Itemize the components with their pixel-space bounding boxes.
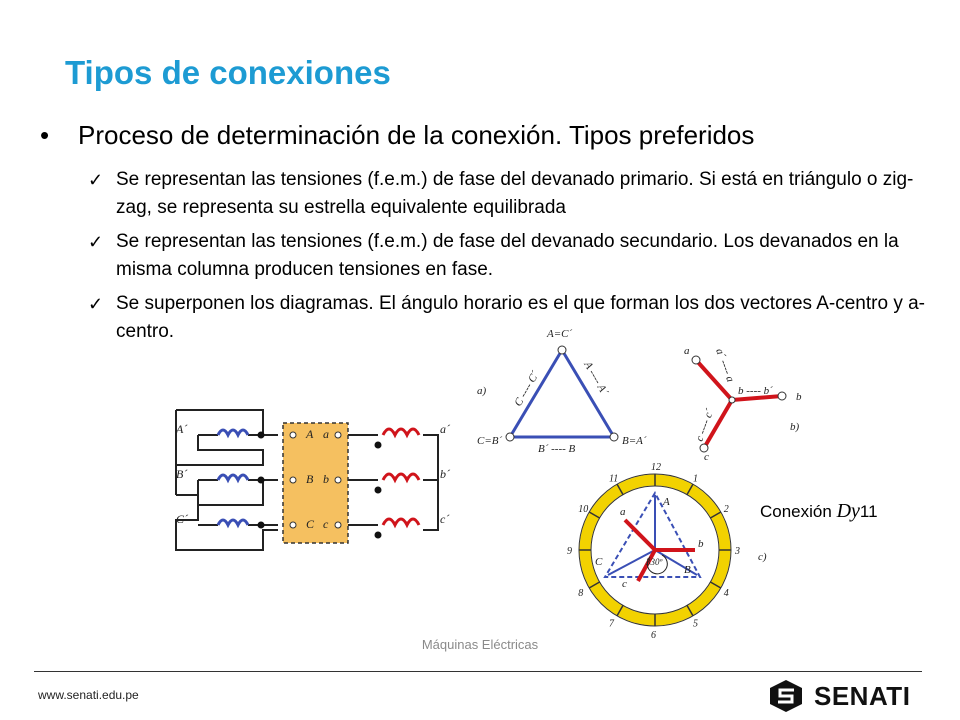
check-item: ✓ Se representan las tensiones (f.e.m.) de fase del devanado primario. Si está en triángulo o zig-zag, se representa su estrella equivalente equilibrada: [88, 166, 928, 222]
svg-text:a): a): [477, 385, 487, 397]
svg-text:A ---- A´: A ---- A´: [581, 359, 611, 398]
svg-text:c: c: [622, 578, 627, 590]
clock-number: 11: [609, 473, 619, 485]
svg-text:A: A: [663, 496, 670, 508]
label-Bp: B´: [176, 467, 188, 481]
winding-schematic: [168, 405, 458, 565]
clock-number: 4: [723, 588, 729, 599]
label-ap: a´: [440, 422, 450, 436]
clock-number: 12: [651, 462, 661, 473]
footer-url: www.senati.edu.pe: [38, 688, 139, 702]
clock-number: 8: [578, 588, 584, 599]
clock-number: 5: [693, 618, 698, 630]
label-C: C: [306, 517, 315, 531]
svg-text:B: B: [684, 564, 691, 576]
svg-text:330º: 330º: [646, 557, 663, 567]
label-Ap: A´: [176, 422, 188, 436]
connection-caption: Conexión Dy11: [760, 500, 878, 522]
checkmark-icon: ✓: [88, 294, 104, 314]
check-item: ✓ Se representan las tensiones (f.e.m.) de fase del devanado secundario. Los devanados en la misma columna producen tensiones en fase.: [88, 228, 928, 284]
label-a: a: [323, 427, 329, 441]
svg-text:A=C´: A=C´: [547, 328, 573, 340]
page-title: Tipos de conexiones: [65, 54, 391, 91]
checkmark-icon: ✓: [88, 232, 104, 252]
svg-text:b): b): [790, 421, 800, 433]
clock-number: 10: [578, 504, 589, 515]
svg-text:a: a: [684, 345, 690, 357]
clock-number: 3: [735, 546, 740, 557]
label-B: B: [306, 472, 314, 486]
checkmark-icon: ✓: [88, 170, 104, 190]
svg-text:b: b: [698, 538, 704, 550]
clock-diagram: [560, 462, 770, 641]
clock-number: 6: [651, 630, 656, 641]
svg-text:c: c: [704, 451, 709, 463]
senati-logo-text: SENATI: [814, 681, 911, 711]
svg-text:C: C: [595, 556, 603, 568]
footer-subject: Máquinas Eléctricas: [421, 637, 539, 652]
label-Cp: C´: [176, 512, 188, 526]
main-bullet-text: Proceso de determinación de la conexión. Tipos preferidos: [78, 120, 755, 150]
svg-text:C ---- C´: C ---- C´: [512, 369, 542, 409]
svg-text:c): c): [758, 551, 767, 563]
clock-number: 1: [693, 473, 698, 485]
clock-number: 2: [723, 504, 729, 515]
label-b: b: [323, 472, 329, 486]
svg-text:c ---- c´: c ---- c´: [693, 407, 717, 444]
svg-text:B=A´: B=A´: [622, 435, 647, 447]
footer-divider: [34, 671, 922, 672]
label-bp: b´: [440, 467, 450, 481]
svg-text:a: a: [620, 506, 626, 518]
delta-diagram: [472, 322, 657, 462]
svg-text:b: b: [796, 391, 802, 403]
svg-text:b ---- b´: b ---- b´: [738, 385, 773, 397]
svg-text:B´ ---- B: B´ ---- B: [538, 443, 576, 455]
label-c: c: [323, 517, 329, 531]
bullet-dot-icon: •: [40, 120, 50, 150]
clock-number: 9: [567, 546, 572, 557]
main-bullet: [40, 120, 754, 151]
wye-diagram: [672, 338, 822, 463]
clock-number: 7: [609, 618, 614, 630]
label-cp: c´: [440, 512, 450, 526]
svg-text:a´ ---- a: a´ ---- a: [713, 346, 737, 384]
check-item: ✓ Se superponen los diagramas. El ángulo horario es el que forman los dos vectores A-centro y a-centro.: [88, 290, 928, 346]
label-A: A: [306, 427, 314, 441]
svg-text:C=B´: C=B´: [477, 435, 503, 447]
